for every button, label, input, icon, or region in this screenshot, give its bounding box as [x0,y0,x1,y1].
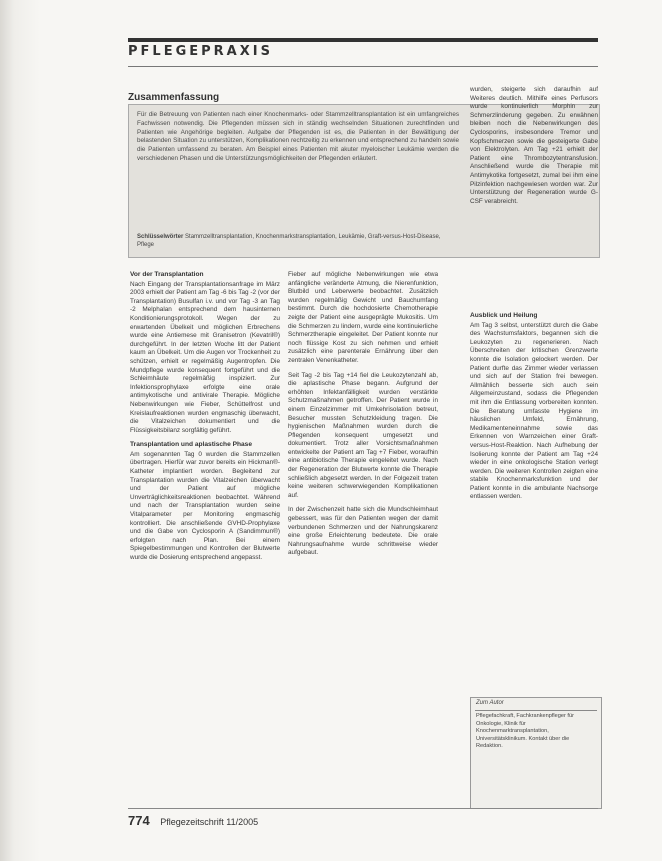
page-number: 774 [128,813,150,828]
paragraph: Fieber auf mögliche Nebenwirkungen wie etwa anfängliche veränderte Atmung, die Nierenfunktion, Blutbild und Leberwerte beobachtet. Zusätzlich wurden regelmäßig Gewicht und Bauchumfang bestimmt. Durch die hochdosierte Chemotherapie zeigte der Patient eine ausgeprägte Mukositis. Um die Schmerzen zu lindern, wurde eine kontinuierliche Schmerztherapie eingeleitet. Der Patient konnte nur noch flüssige Kost zu sich nehmen und erhielt zusätzlich eine parenterale Ernährung über den zentralen Venenkatheter. [288,271,438,364]
subheading-transplant-phase: Transplantation und aplastische Phase [130,441,253,449]
column-3-bottom [470,312,598,682]
column-1 [130,271,280,826]
journal-name: Pflegezeitschrift 11/2005 [160,817,259,827]
column-2 [288,271,438,826]
header-bottom-rule [128,66,598,67]
author-box [470,697,602,809]
abstract-heading: Zusammenfassung [128,92,220,103]
paragraph: In der Zwischenzeit hatte sich die Mundschleimhaut gebessert, was für den Patienten wegen der damit verbundenen Schmerzen und der Nahrungskarenz eine große Erleichterung bedeutete. Die orale Nahrungsaufnahme wurde schrittweise wieder aufgebaut. [288,506,438,557]
paragraph: Nach Eingang der Transplantationsanfrage im März 2003 erhielt der Patient am Tag -6 bis Tag -2 (vor der Transplantation) Busulfan i.v. und vor Tag -3 an Tag -2 Melphalan entsprechend dem hausinternen Konditionierungsprotokoll. Wegen der zu erwartenden Übelkeit und möglichen Erbrechens wurde eine Antiemese mit Granisetron (Kevatril®) durchgeführt. In der letzten Woche litt der Patient kaum an Übelkeit. Um die Augen vor Trockenheit zu schützen, erhielt er regelmäßig Augentropfen. Die Mundpflege wurde konsequent fortgeführt und die Schleimhäute regelmäßig inspiziert. Zur Infektionsprophylaxe erfolgte eine orale antimykotische und antivirale Therapie. Mögliche Nebenwirkungen wie Fieber, Schüttelfrost und Kreislaufreaktionen wurden engmaschig überwacht, die Vitalzeichen dokumentiert und die Flüssigkeitsbilanz sorgfältig geführt. [130,280,280,434]
section-title: PFLEGEPRAXIS [128,44,273,59]
abstract-text: Für die Betreuung von Patienten nach einer Knochenmarks- oder Stammzelltransplantation ist ein umfangreiches Fachwissen notwendig. Die Pflegenden müssen sich in ständig wechselnden Situationen zurechtfinden und Patienten wie Angehörige begleiten. Aufgabe der Pflegenden ist es, die Patienten in der Bewältigung der belastenden Situation zu unterstützen, Komplikationen rechtzeitig zu erkennen und entsprechend zu handeln sowie die Patienten umfassend zu beraten. Am Beispiel eines Patienten mit akuter myeloischer Leukämie werden die verschiedenen Phasen und die Unterstützungsmöglichkeiten der Pflegenden erläutert. [137,111,459,162]
page-footer [128,813,258,828]
author-box-divider [475,710,597,711]
author-box-text: Pflegefachkraft, Fachkrankenpfleger für Onkologie, Klinik für Knochenmarktransplantation, Universitätsklinikum. Kontakt über die Redaktion. [476,713,574,750]
subheading-before-transplant: Vor der Transplantation [130,271,204,278]
header-top-rule [128,38,598,42]
paragraph: Am sogenannten Tag 0 wurden die Stammzellen übertragen. Hierfür war zuvor bereits ein Hickman®-Katheter implantiert worden. Begleitend zur Transplantation wurden die Vitalzeichen überwacht und der Patient auf mögliche Unverträglichkeitsreaktionen beobachtet. Während und nach der Transplantation wurden seine Vitalparameter per Monitoring engmaschig kontrolliert. Die anschließende GVHD-Prophylaxe und die Gabe von Cyclosporin A (Sandimmun®) erfolgten nach Plan. Bei einem Spiegelbestimmungen und Kontrollen der Blutwerte wurde die Dosierung entsprechend angepasst. [130,450,280,561]
keywords-label: Schlüsselwörter [137,234,184,240]
author-box-label: Zum Autor [476,700,504,706]
column-3-top [470,86,598,306]
paragraph: Seit Tag -2 bis Tag +14 fiel die Leukozytenzahl ab, die aplastische Phase begann. Aufgrund der erhöhten Infektanfälligkeit wurden verstärkte Schutzmaßnahmen getroffen. Der Patient wurde in einem Einzelzimmer mit Umkehrisolation betreut, Besucher mussten Schutzkleidung tragen. Die hygienischen Maßnahmen wurden durch die Pflegenden konsequent umgesetzt und dokumentiert. Trotz aller Vorsichtsmaßnahmen entwickelte der Patient am Tag +7 Fieber, woraufhin eine antibiotische Therapie eingeleitet wurde. Nach der Regeneration der Blutwerte konnte die Therapie schließlich abgesetzt werden. In der Folgezeit traten keine weiteren schwerwiegenden Komplikationen auf. [288,371,438,499]
keywords-list: Stammzelltransplantation, Knochenmarkstransplantation, Leukämie, Graft-versus-Host-Disease, Pflege [137,234,441,248]
paragraph: wurden, steigerte sich daraufhin auf Weiteres deutlich. Mithilfe eines Perfusors wurde kontinuierlich Morphin zur Schmerzlinderung gegeben. Zu erwähnen bleiben noch die Nebenwirkungen des Cyclosporins, insbesondere Tremor und Kopfschmerzen sowie die gesteigerte Gabe von Elektrolyten. Am Tag +21 erhielt der Patient eine Thrombozytentransfusion. Anschließend wurde die Therapie mit Antimykotika fortgesetzt, zumal bei ihm eine Pilzinfektion nachgewiesen worden war. Zur Unterstützung der Regeneration wurde G-CSF verabreicht. [470,86,598,205]
keywords [137,233,459,249]
footer-rule [128,808,598,809]
paragraph: Am Tag 3 selbst, unterstützt durch die Gabe des Wachstumsfaktors, begannen sich die Leukozyten zu regenerieren. Nach Überschreiten der kritischen Grenzwerte konnte die Isolation gelockert werden. Der Patient durfte das Zimmer wieder verlassen und sich auf der Station frei bewegen. Allmählich besserte sich auch sein Allgemeinzustand, sodass die Pflegenden mit ihm die Entlassung vorbereiten konnten. Die Beratung umfasste Hygiene im häuslichen Umfeld, Ernährung, Medikamenteneinnahme sowie das Erkennen von Warnzeichen einer Graft-versus-Host-Reaktion. Nach Aufhebung der Isolierung konnte der Patient am Tag +24 wieder in eine onkologische Station verlegt werden. Die weiteren Kontrollen zeigten eine stabile Knochenmarksfunktion und der Patient konnte in die ambulante Nachsorge entlassen werden. [470,321,598,501]
subheading-outlook: Ausblick und Heilung [470,312,538,319]
